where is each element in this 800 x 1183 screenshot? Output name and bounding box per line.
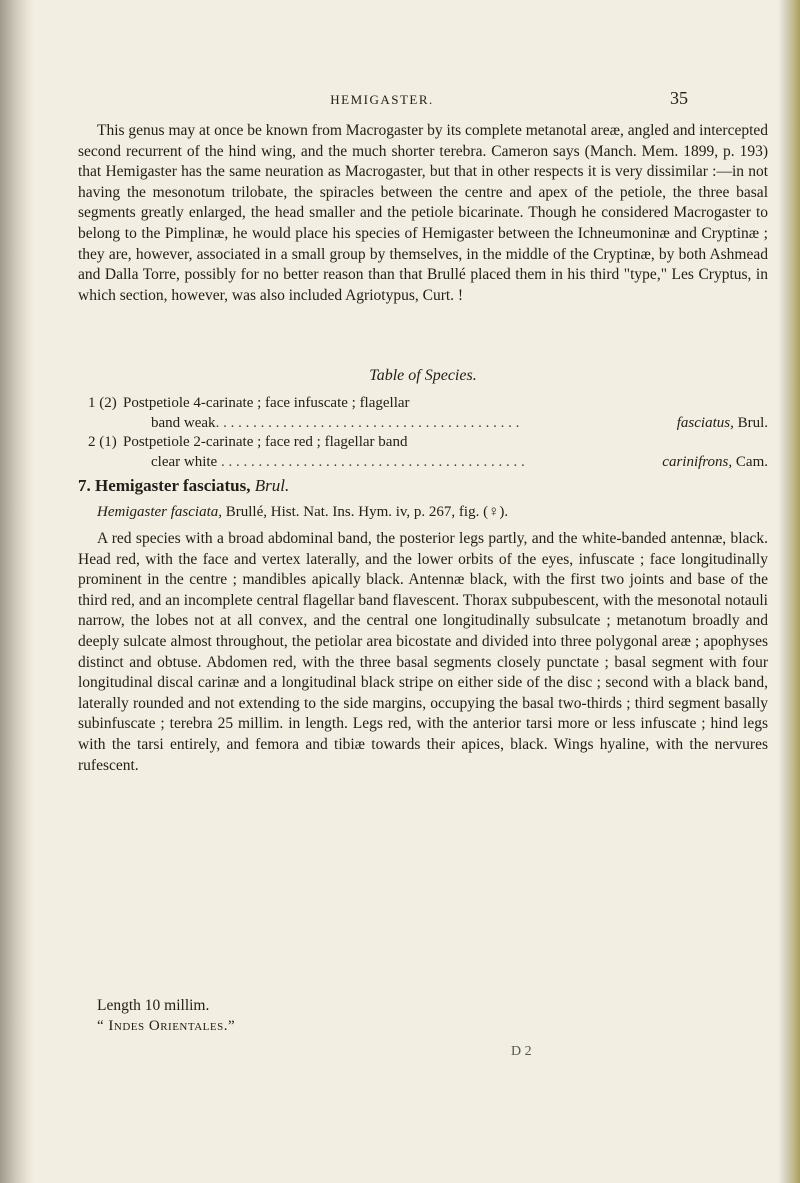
intro-paragraph bbox=[78, 121, 768, 306]
description-paragraph bbox=[78, 529, 768, 776]
key-species bbox=[662, 453, 768, 473]
species-heading-author: Brul. bbox=[254, 476, 290, 495]
key-entry-2 bbox=[78, 433, 768, 472]
species-heading bbox=[78, 476, 289, 496]
binding-shadow bbox=[0, 0, 34, 1183]
key-species bbox=[677, 414, 768, 434]
key-line-1: Postpetiole 2-carinate ; face red ; flagellar band bbox=[123, 434, 408, 450]
key-description bbox=[123, 433, 583, 472]
key-number: 2 (1) bbox=[88, 434, 117, 450]
key-line-2: band weak bbox=[151, 414, 216, 431]
leader-dots: . . . . . . . . . . . . . . . . . . . . . . . . . . . . . . . . . . . . . . . . . bbox=[215, 414, 520, 431]
species-author: Cam. bbox=[735, 453, 768, 470]
species-name: carinifrons, bbox=[662, 453, 733, 470]
species-heading-name: 7. Hemigaster fasciatus, bbox=[78, 476, 251, 495]
description-text: A red species with a broad abdominal band, the posterior legs partly, and the white-banded antennæ, black. Head red, with the face and vertex laterally, and the lower orbits of the eyes, infuscate ; face longitudinally prominent in the centre ; mandibles apically black. Antennæ black, with the first two joints and base of the third red, and an incomplete central flagellar band flavescent. Thorax subpubescent, with the mesonotal notauli narrow, the lobes not at all convex, and the central one longitudinally subsulcate ; metanotum broadly and deeply sulcate almost throughout, the petiolar area bicostate and divided into three polygonal areæ ; apophyses distinct and obtuse. Abdomen red, with the three basal segments closely punctate ; basal segment with four longitudinal discal carinæ and a longitudinal black stripe on either side of the disc ; second with a black band, laterally rounded and not extending to the side margins, occupying the basal two-thirds ; third segment basally subinfuscate ; terebra 25 millim. in length. Legs red, with the anterior tarsi more or less infuscate ; hind legs with the tarsi entirely, and femora and tibiæ towards their apices, black. Wings hyaline, with the nervures rufescent. bbox=[78, 530, 768, 774]
citation-reference: Brullé, Hist. Nat. Ins. Hym. iv, p. 267, fig. (♀). bbox=[225, 504, 509, 520]
key-description bbox=[123, 394, 583, 433]
key-entry-1 bbox=[78, 394, 768, 433]
citation-name: Hemigaster fasciata, bbox=[97, 504, 222, 520]
key-number: 1 (2) bbox=[88, 395, 117, 411]
table-title: Table of Species. bbox=[369, 367, 477, 384]
page-number: 35 bbox=[670, 88, 688, 108]
page-edge bbox=[778, 0, 800, 1183]
species-author: Brul. bbox=[737, 414, 768, 431]
key-line-1: Postpetiole 4-carinate ; face infuscate ; flagellar bbox=[123, 395, 410, 411]
citation bbox=[97, 504, 767, 521]
locality-text: “ Indes Orientales.” bbox=[97, 1018, 236, 1034]
species-name: fasciatus, bbox=[676, 414, 734, 431]
running-title: HEMIGASTER. bbox=[330, 92, 434, 107]
intro-text: This genus may at once be known from Macrogaster by its complete metanotal areæ, angled and intercepted second recurrent of the hind wing, and the much shorter terebra. Cameron says (Manch. Mem. 1899, p. 193) that Hemigaster has the same neuration as Macrogaster, but that in other respects it is very dissimilar :—in not having the mesonotum trilobate, the spiracles between the centre and apex of the petiole, the three basal segments greatly enlarged, the head smaller and the petiole bicarinate. Though he considered Macrogaster to belong to the Pimplinæ, he would place his species of Hemigaster between the Ichneumoninæ and Cryptinæ ; they are, however, associated in a small group by themselves, in the middle of the Cryptinæ, by both Ashmead and Dalla Torre, possibly for no better reason than that Brullé placed them in his third "type," Les Cryptus, in which section, however, was also included Agriotypus, Curt. ! bbox=[78, 122, 769, 304]
locality-line bbox=[97, 1018, 235, 1035]
length-line: Length 10 millim. bbox=[97, 997, 210, 1014]
leader-dots: . . . . . . . . . . . . . . . . . . . . . . . . . . . . . . . . . . . . . . . . . bbox=[217, 453, 525, 470]
signature-mark: D 2 bbox=[511, 1044, 532, 1059]
species-key bbox=[78, 394, 768, 472]
key-line-2: clear white bbox=[151, 453, 218, 470]
